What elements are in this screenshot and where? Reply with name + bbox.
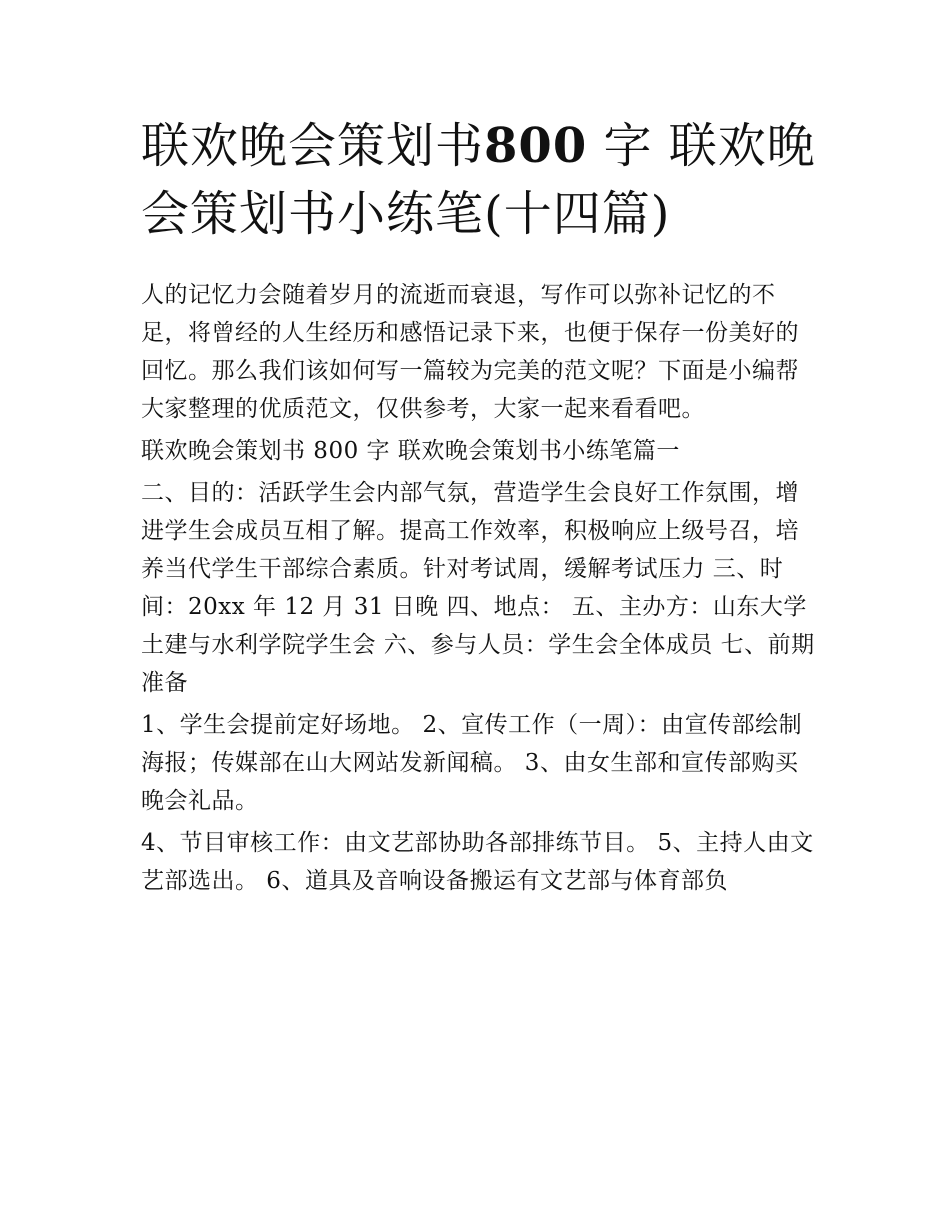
title-number: 800 bbox=[484, 118, 588, 174]
document-body bbox=[141, 274, 821, 902]
title-text-part2: 字 联欢晚会策划书小练笔(十四篇) bbox=[141, 118, 816, 242]
section-heading: 联欢晚会策划书 800 字 联欢晚会策划书小练笔篇一 bbox=[141, 438, 680, 464]
document-title bbox=[141, 112, 821, 248]
preparation-paragraph-1: 1、学生会提前定好场地。 2、宣传工作（一周）：由宣传部绘制海报；传媒部在山大网站发新闻稿。 3、由女生部和宣传部购买晚会礼品。 bbox=[141, 712, 803, 814]
document-page bbox=[141, 112, 821, 902]
purpose-paragraph: 二、目的：活跃学生会内部气氛，营造学生会良好工作氛围，增进学生会成员互相了解。提高工作效率，积极响应上级号召，培养当代学生干部综合素质。针对考试周，缓解考试压力 三、时间：20xx 年 12 月 31 日晚 四、地点： 五、主办方：山东大学土建与水利学院学生会 六、参与人员：学生会全体成员 七、前期准备 bbox=[141, 480, 815, 696]
preparation-paragraph-2: 4、节目审核工作：由文艺部协助各部排练节目。 5、主持人由文艺部选出。 6、道具及音响设备搬运有文艺部与体育部负 bbox=[141, 830, 814, 894]
title-text-part1: 联欢晚会策划书 bbox=[141, 118, 485, 174]
intro-paragraph: 人的记忆力会随着岁月的流逝而衰退，写作可以弥补记忆的不足，将曾经的人生经历和感悟记录下来，也便于保存一份美好的回忆。那么我们该如何写一篇较为完美的范文呢？下面是小编帮大家整理的优质范文，仅供参考，大家一起来看看吧。 bbox=[141, 282, 799, 422]
